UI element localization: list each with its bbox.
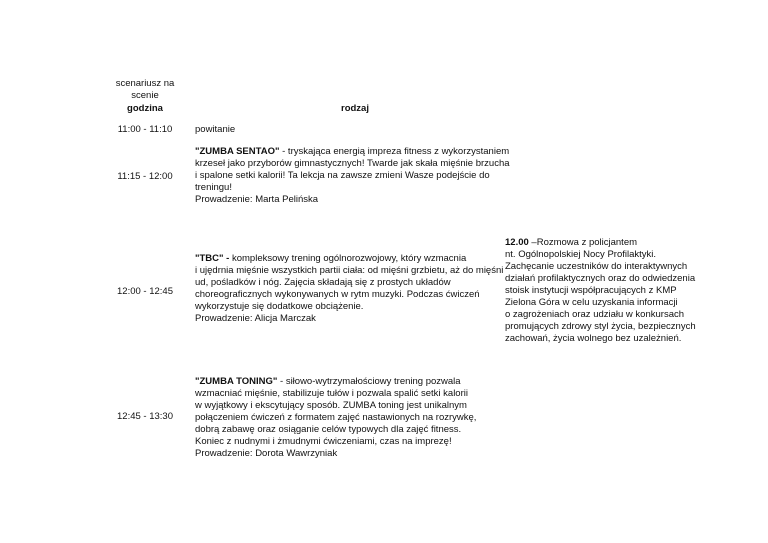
event-title: "ZUMBA SENTAO" [195,146,280,157]
side-note-line: nt. Ogólnopolskiej Nocy Profilaktyki. [505,249,657,260]
description-text: - tryskająca energią impreza fitness z wykorzystaniem [279,146,510,157]
row-time: 12:00 - 12:45 [117,286,173,297]
description-line: treningu! [195,182,232,193]
column-title-line: scenie [131,90,159,101]
description-line: choreograficznych wykonywanych w rytm muzyki. Podczas ćwiczeń [195,289,480,300]
description-line: połączeniem ćwiczeń z formatem zajęć nastawionych na rozrywkę, [195,412,477,423]
side-note-line: Zielona Góra w celu uzyskania informacji [505,297,678,308]
description-line: dobrą zabawę oraz osiąganie celów typowych dla zajęć fitness. [195,424,462,435]
side-note-line: stoisk instytucji współpracujących z KMP [505,285,677,296]
description-line: Prowadzenie: Dorota Wawrzyniak [195,448,338,459]
side-note-line [505,237,705,249]
column-header-godzina: godzina [127,103,163,114]
description-line: krzeseł jako przyborów gimnastycznych! Twarde jak skała mięśnie brzucha [195,158,510,169]
row-description [195,253,505,325]
row-time: 11:00 - 11:10 [117,124,173,135]
description-line: wykorzystuje się dodatkowe obciążenie. [195,301,364,312]
side-note-line: promujących zdrowy styl życia, bezpiecznych [505,321,696,332]
event-title: "TBC" - [195,253,230,264]
description-text: kompleksowy trening ogólnorozwojowy, który wzmacnia [229,253,467,264]
side-note-line: działań profilaktycznych oraz do odwiedzenia [505,273,696,284]
row-description [195,124,505,136]
description-line [195,376,505,388]
description-line [195,146,510,158]
description-text: - siłowo-wytrzymałościowy trening pozwala [277,376,461,387]
side-note-line: Zachęcanie uczestników do interaktywnych [505,261,688,272]
side-note-text: –Rozmowa z policjantem [528,237,638,248]
description-line [195,253,505,265]
row-time: 12:45 - 13:30 [117,411,173,422]
description-line: ud, pośladków i nóg. Zajęcia składają się z prostych układów [195,277,451,288]
row-description [195,146,510,206]
description-line: Prowadzenie: Marta Pelińska [195,194,319,205]
description-line: w wyjątkowy i ekscytujący sposób. ZUMBA toning jest unikalnym [195,400,467,411]
description-line: powitanie [195,124,236,135]
row-time: 11:15 - 12:00 [117,171,173,182]
description-line: i ujędrnia mięśnie wszystkich partii ciała: od mięśni grzbietu, aż do mięśni [195,265,504,276]
description-line: Koniec z nudnymi i żmudnymi ćwiczeniami, czas na imprezę! [195,436,452,447]
side-note-line: zachowań, życia wolnego bez uzależnień. [505,333,682,344]
side-note-time: 12.00 [505,237,529,248]
side-note-line: o zagrożeniach oraz udziału w konkursach [505,309,685,320]
column-title-line: scenariusz na [115,78,175,89]
column-header-rodzaj: rodzaj [341,103,369,114]
description-line: wzmacniać mięśnie, stabilizuje tułów i pozwala spalić setki kalorii [195,388,468,399]
description-line: Prowadzenie: Alicja Marczak [195,313,316,324]
description-line: i spalone setki kalorii! Ta lekcja na zawsze zmieni Wasze podejście do [195,170,490,181]
column-title [100,78,190,102]
side-note [505,237,705,345]
row-description [195,376,505,460]
event-title: "ZUMBA TONING" [195,376,278,387]
